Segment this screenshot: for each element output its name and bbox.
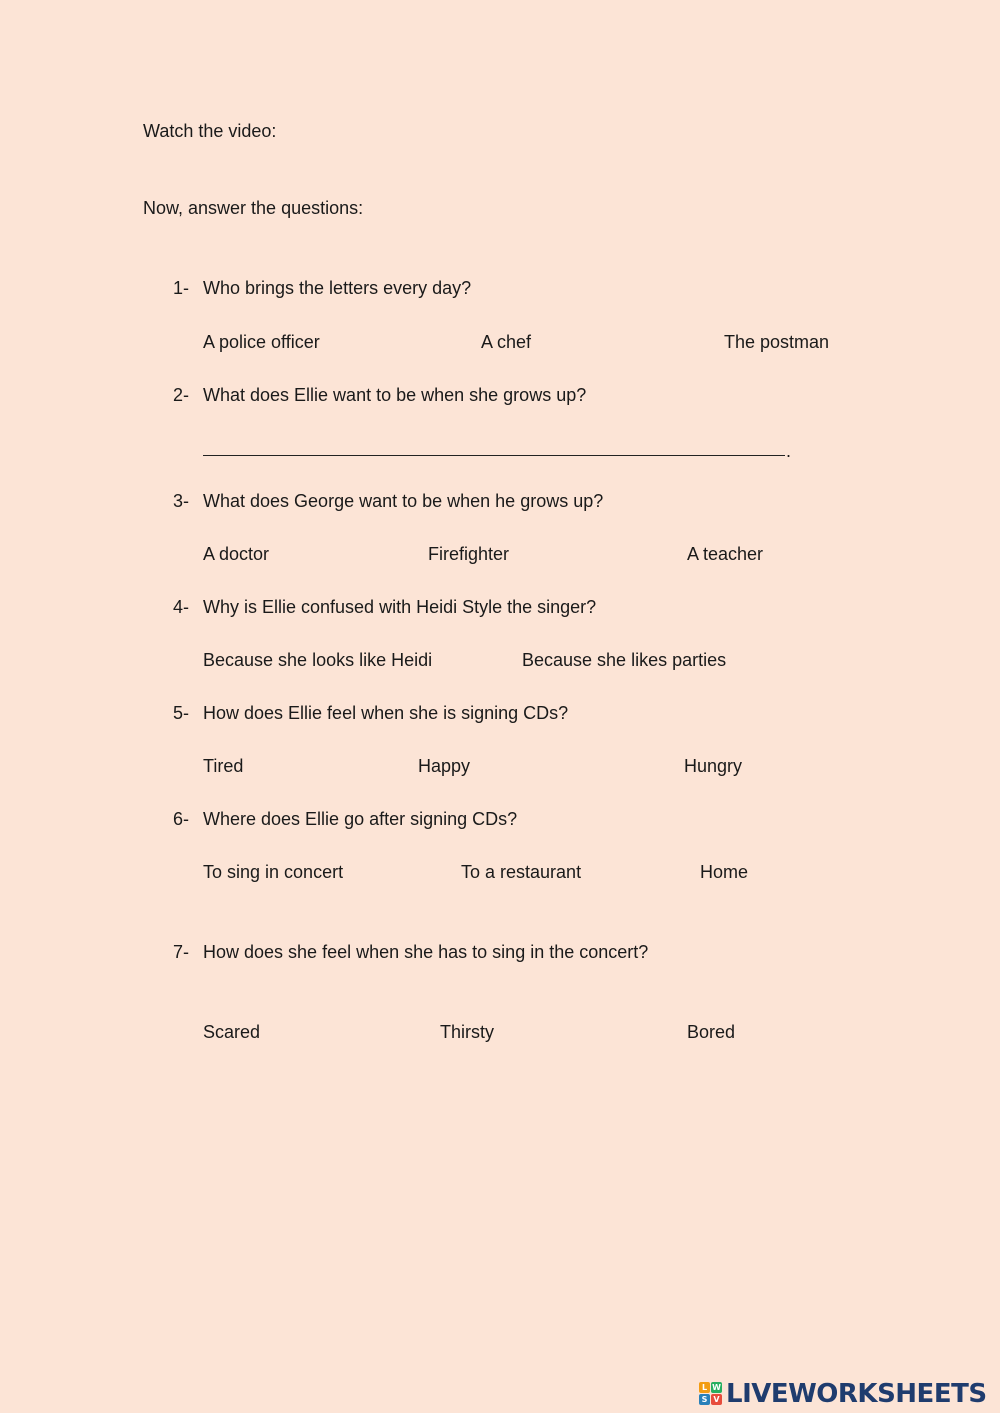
- answer-input-line[interactable]: [203, 455, 785, 456]
- question-number: 4-: [173, 597, 190, 617]
- question-number: 6-: [173, 809, 190, 829]
- liveworksheets-brand: [699, 1378, 987, 1410]
- question-number: 5-: [173, 703, 190, 723]
- question-number: 2-: [173, 385, 190, 405]
- option-6a[interactable]: To sing in concert: [203, 862, 344, 882]
- question-text: Why is Ellie confused with Heidi Style the singer?: [203, 597, 597, 617]
- option-3b[interactable]: Firefighter: [428, 544, 510, 564]
- option-7c[interactable]: Bored: [687, 1022, 736, 1042]
- intro-text: Watch the video:: [143, 121, 277, 141]
- option-7b[interactable]: Thirsty: [440, 1022, 494, 1042]
- logo-tile: V: [711, 1394, 722, 1405]
- liveworksheets-logo-icon: [699, 1382, 723, 1406]
- question-text: What does George want to be when he grows up?: [203, 491, 604, 511]
- question-text: Where does Ellie go after signing CDs?: [203, 809, 518, 829]
- option-6c[interactable]: Home: [700, 862, 749, 882]
- question-text: How does Ellie feel when she is signing CDs?: [203, 703, 569, 723]
- option-5a[interactable]: Tired: [203, 756, 244, 776]
- option-4a[interactable]: Because she looks like Heidi: [203, 650, 433, 670]
- question-number: 7-: [173, 942, 190, 962]
- option-1a[interactable]: A police officer: [203, 332, 320, 352]
- answer-line-period: .: [786, 441, 792, 461]
- instruction-text: Now, answer the questions:: [143, 198, 364, 218]
- question-number: 1-: [173, 278, 190, 298]
- question-text: How does she feel when she has to sing in the concert?: [203, 942, 649, 962]
- option-6b[interactable]: To a restaurant: [461, 862, 582, 882]
- question-number: 3-: [173, 491, 190, 511]
- option-7a[interactable]: Scared: [203, 1022, 261, 1042]
- logo-tile: L: [699, 1382, 710, 1393]
- question-text: What does Ellie want to be when she grows up?: [203, 385, 587, 405]
- logo-tile: S: [699, 1394, 710, 1405]
- option-1b[interactable]: A chef: [481, 332, 532, 352]
- logo-tile: W: [712, 1383, 721, 1392]
- option-5b[interactable]: Happy: [418, 756, 471, 776]
- option-5c[interactable]: Hungry: [684, 756, 743, 776]
- option-1c[interactable]: The postman: [724, 332, 830, 352]
- option-4b[interactable]: Because she likes parties: [522, 650, 727, 670]
- option-3a[interactable]: A doctor: [203, 544, 270, 564]
- brand-name: LIVEWORKSHEETS: [726, 1379, 987, 1409]
- question-text: Who brings the letters every day?: [203, 278, 472, 298]
- option-3c[interactable]: A teacher: [687, 544, 764, 564]
